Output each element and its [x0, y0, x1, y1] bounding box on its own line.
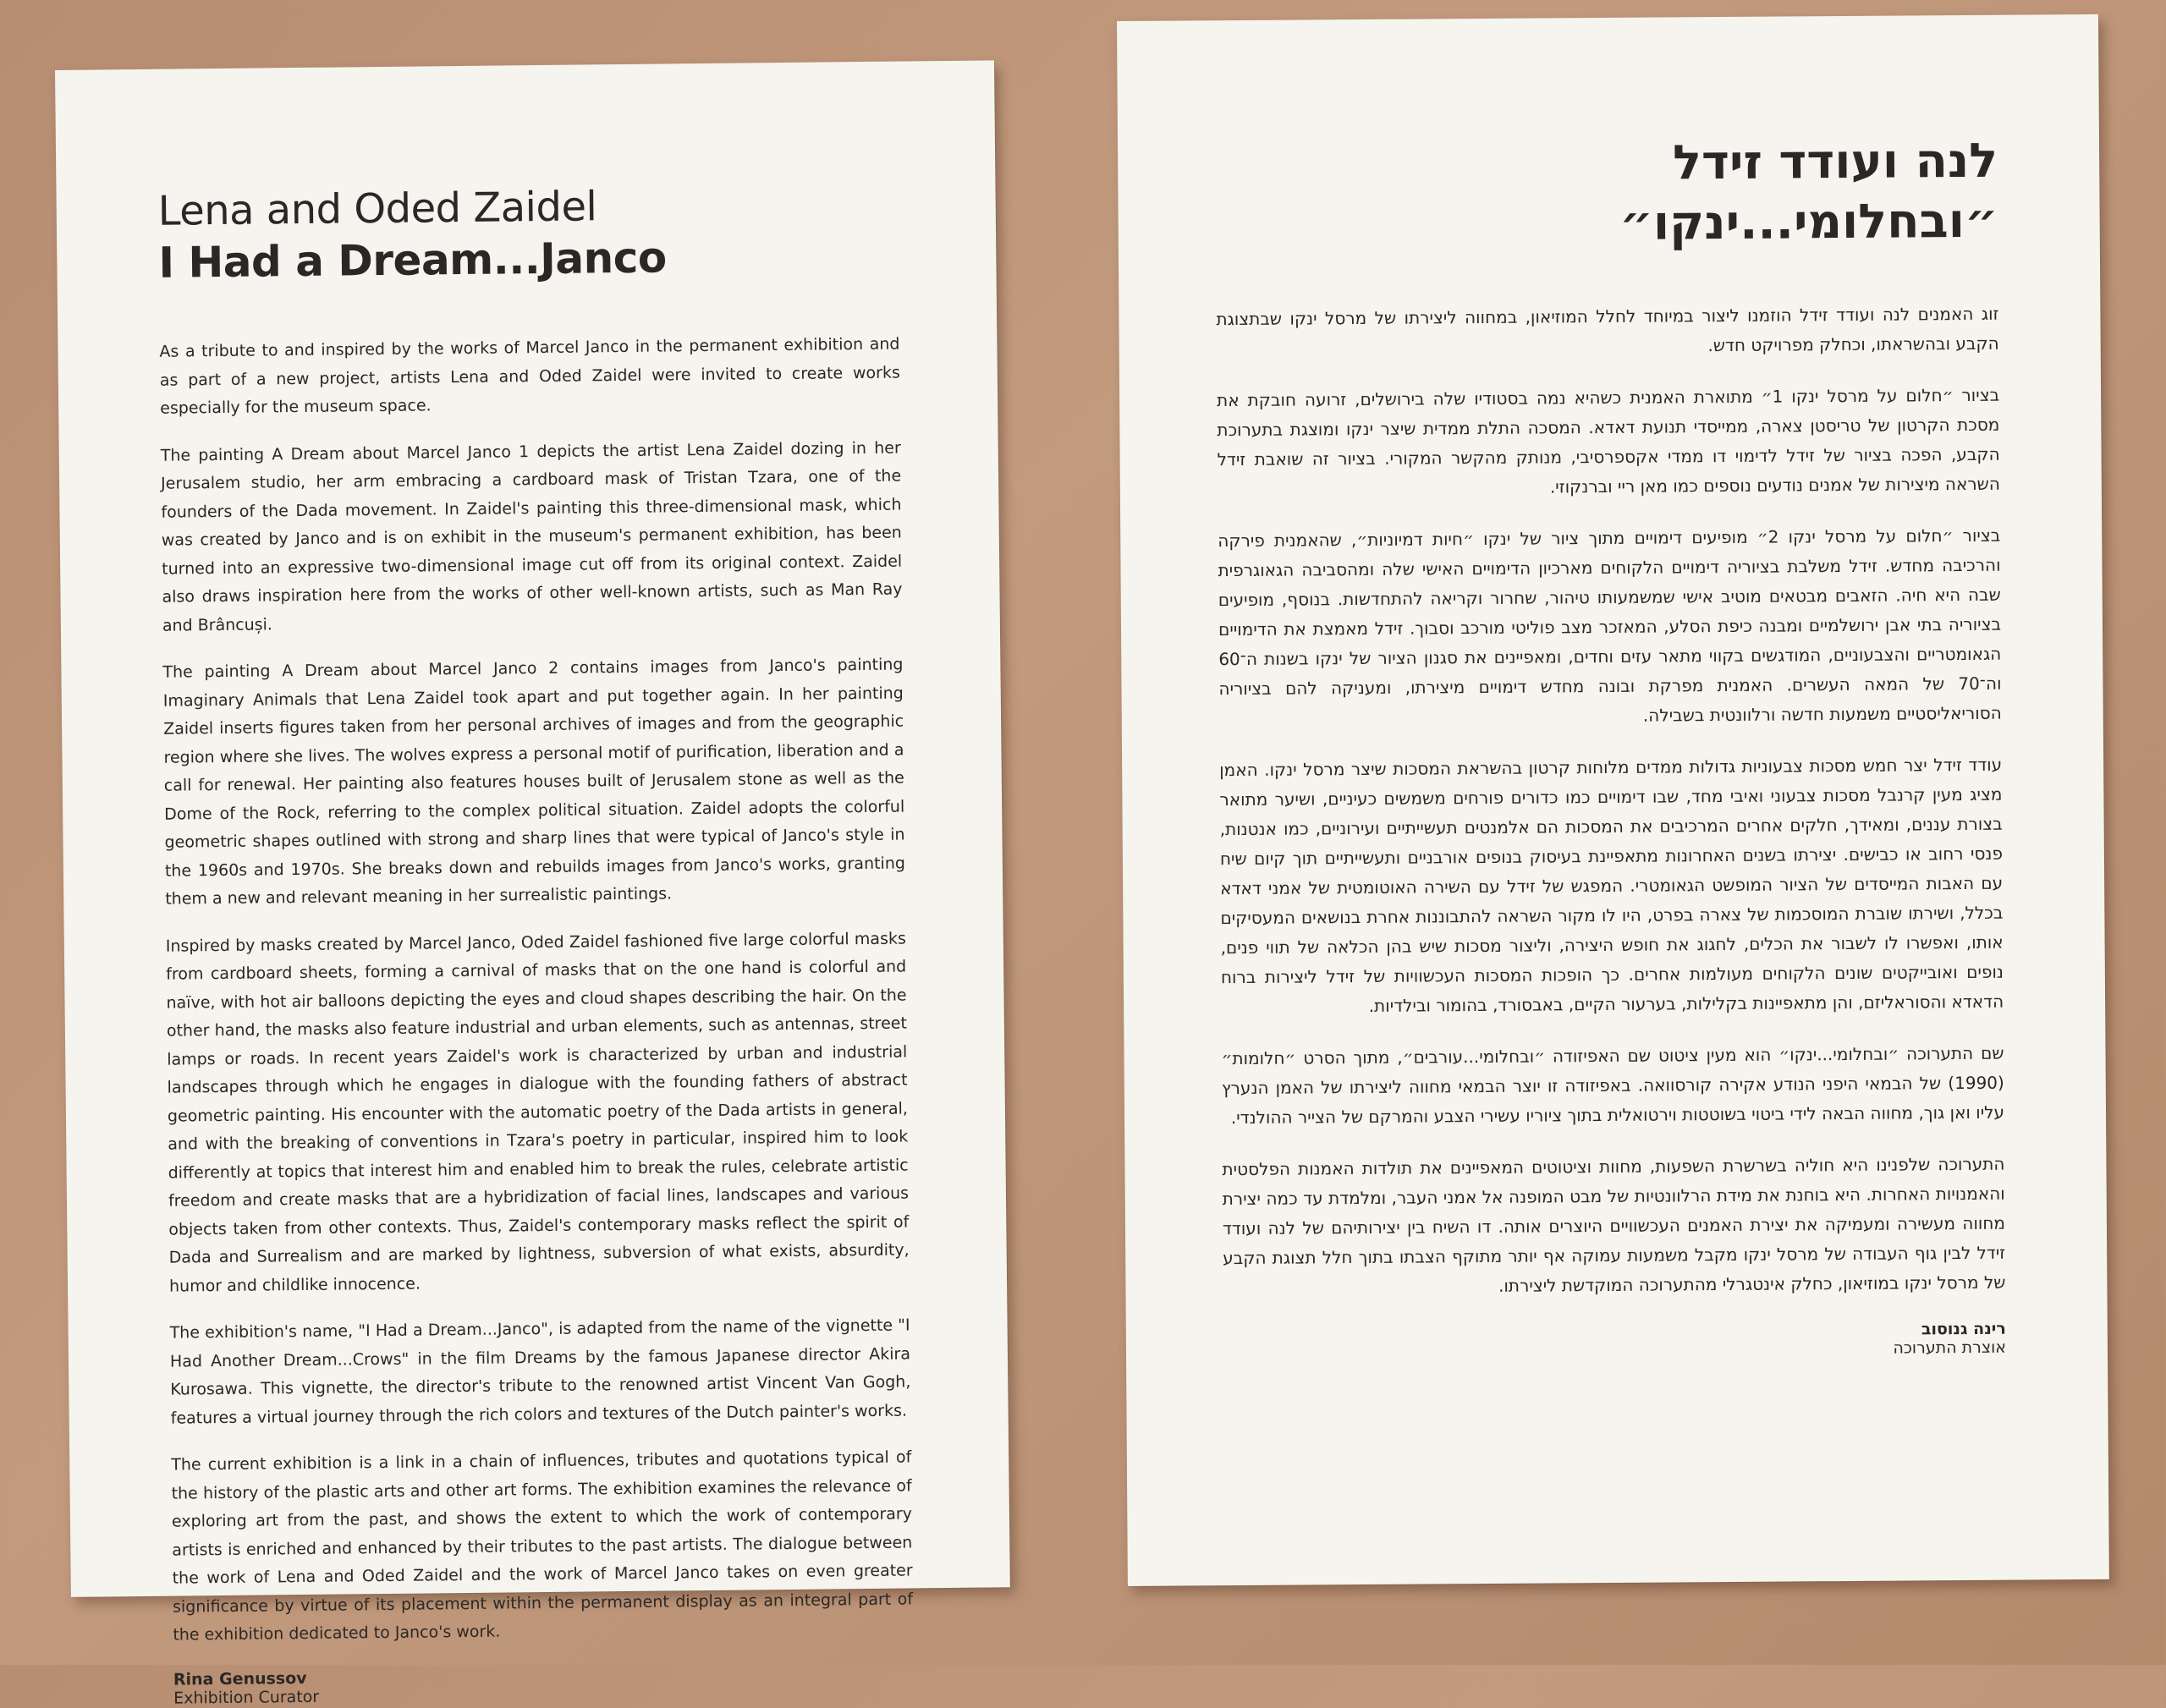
curator-name-hebrew: רינה גנוסוב — [1921, 1319, 2006, 1339]
paragraph-dream-1: The painting A Dream about Marcel Janco 1 depicts the artist Lena Zaidel dozing in her Jerusalem studio, her arm embracing a cardboard mask of Tristan Tzara, one of the founders of the Dada movement. In Zaidel's painting this three-dimensional mask, which was created by Janco and is on exhibit in the museum's permanent exhibition, has been turned into an expressive two-dimensional image cut off from its original context. Zaidel also draws inspiration here from the works of other well-known artists, such as Man Ray and Brâncuși. — [160, 438, 903, 635]
paragraph-dream-2: The painting A Dream about Marcel Janco 2 contains images from Janco's painting Imaginary Animals that Lena Zaidel took apart and put together again. In her painting Zaidel inserts figures taken from her personal archives of images and from the geographic region where she lives. The wolves express a personal motif of purification, liberation and a call for renewal. Her painting also features houses built of Jerusalem stone as well as the Dome of the Rock, referring to the complex political situation. Zaidel adopts the colorful geometric shapes outlined with strong and sharp lines that were typical of Janco's style in the 1960s and 1970s. She breaks down and rebuilds images from Janco's works, granting them a new and relevant meaning in her surrealistic paintings. — [162, 655, 905, 909]
paragraph-intro: As a tribute to and inspired by the works of Marcel Janco in the permanent exhibition and as part of a new project, artists Lena and Oded Zaidel were invited to create works especially for the museum space. — [159, 334, 900, 418]
exhibition-title: I Had a Dream...Janco — [158, 233, 667, 288]
paragraph-exhibition-name-hebrew: שם התערוכה ״ובחלומי...ינקו״ הוא מעין ציטוט שם האפיזודה ״ובחלומי...עורבים״, מתוך הסרט ״חלומות״ (1990) של הבמאי היפני הנודע אקירה קורסוואה. באפיזודה זו יוצר הבמאי מחווה ליצירתו של האמן הנערץ עליו ואן גוך, מחווה הבאה לידי ביטוי בשוטטות וירטואלית בתוך ציוריו עשירי הצבע והמרקם של הצייר ההולנדי. — [1221, 1042, 2005, 1129]
paragraph-masks: Inspired by masks created by Marcel Janco, Oded Zaidel fashioned five large colorful masks from cardboard sheets, forming a carnival of masks that on the one hand is colorful and naïve, with hot air balloons depicting the eyes and cloud shapes describing the hair. On the other hand, the masks also feature industrial and urban elements, such as antennas, street lamps or roads. In recent years Zaidel's work is characterized by urban and industrial landscapes through which he engages in dialogue with the founding fathers of abstract geometric painting. His encounter with the automatic poetry of the Dada artists in general, and with the breaking of conventions in Tzara's poetry in particular, inspired him to look differently at topics that interest him and enabled him to break the rules, celebrate artistic freedom and create masks that are a hybridization of facial lines, landscapes and various objects taken from other contexts. Thus, Zaidel's contemporary masks reflect the spirit of Dada and Surrealism and are marked by lightness, subversion of what exists, absurdity, humor and childlike innocence. — [165, 929, 910, 1296]
artist-names: Lena and Oded Zaidel — [157, 183, 597, 235]
english-wall-text-panel — [55, 60, 1010, 1708]
curator-name: Rina Genussov — [173, 1668, 307, 1689]
curator-role: Exhibition Curator — [173, 1687, 320, 1708]
paragraph-current-exhibition: The current exhibition is a link in a chain of influences, tributes and quotations typical of the history of the plastic arts and other art forms. The exhibition examines the relevance of exploring art from the past, and shows the extent to which the work of contemporary artists is enriched and enhanced by their tributes to the past artists. The dialogue between the work of Lena and Oded Zaidel and the work of Marcel Janco takes on even greater significance by virtue of its placement within the permanent display as an integral part of the exhibition dedicated to Janco's work. — [171, 1447, 914, 1645]
paragraph-masks-hebrew: עודד זידל יצר חמש מסכות צבעוניות גדולות ממדים מלוחות קרטון בהשראת המסכות שיצר מרסל ינקו. האמן מציג מעין קרנבל מסכות צבעוני ואיבי מחד, שבו דימויים כמו כדורים פורחים משמשים כעיניים, ושיער מתואר בצורת עננים, ומאידך, חלקים אחרים המרכיבים את המסכות הם אלמנטים תעשייתיים ועירוניים, כמו אנטנות, פנסי רחוב או כבישים. יצירתו בשנים האחרונות מתאפיינת בעיסוק בנופים אורבניים ותעשייתיים תוך קיום שיח עם האבות המייסדים של הציור המופשט הגאומטרי. המפגש של זידל עם השירה האוטומטית של אמני דאדא בכלל, ושירתו שוברת המוסכמות של צארה בפרט, היו לו מקור השראה להתבוננות אחרת בנושאים המעסיקים אותו, ואפשרו לו לשבור את הכלים, לחגוג את חופש היצירה, וליצור מסכות שיש בהן הכלאה של תווי פנים, נופים ואובייקטים שונים הלקוחים מעולמות אחרים. כך הופכות המסכות העכשוויות של זידל ליצירות ברוח הדאדא והסוראליזם, והן מתאפיינות בקלילות, בערעור הקיים, באבסורד, בהומור ובילדיות. — [1219, 754, 2004, 1016]
exhibition-title-hebrew: ״ובחלומי...ינקו״ — [1619, 193, 1998, 251]
artist-names-hebrew: לנה ועודד זידל — [1672, 133, 1998, 191]
paragraph-exhibition-name: The exhibition's name, "I Had a Dream...Janco", is adapted from the name of the vignette "I Had Another Dream...Crows" in the film Dreams by the famous Japanese director Akira Kurosawa. This vignette, the director's tribute to the renowned artist Vincent Van Gogh, features a virtual journey through the rich colors and textures of the Dutch painter's works. — [169, 1315, 911, 1428]
curator-role-hebrew: אוצרת התערוכה — [1893, 1337, 2007, 1358]
paragraph-current-exhibition-hebrew: התערוכה שלפנינו היא חוליה בשרשרת השפעות, מחוות וציטוטים המאפיינים את תולדות האמנות הפלסטית והאמנויות האחרות. היא בוחנת את מידת הרלוונטיות של מבט המופנה אל אמני העבר, ומלמדת עד כמה יצירת מחווה מעשירה ומעמיקה את יצירת האמנים העכשוויים היוצרים אותה. דו השיח בין יצירותיהם של לנה ועודד זידל לבין גוף העבודה של מרסל ינקו מקבל משמעות עמוקה אף יותר מתוקף הצבתו בתוך חלל תצוגת הקבע של מרסל ינקו במוזיאון, כחלק אינטגרלי מהתערוכה המוקדשת ליצירתו. — [1222, 1153, 2006, 1296]
paragraph-dream-2-hebrew: בציור ״חלום על מרסל ינקו 2״ מופיעים דימויים מתוך ציור של ינקו ״חיות דמיוניות״, שהאמנית פירקה והרכיבה מחדש. זידל משלבת בציוריה דימויים הלקוחים מארכיון הדימויים האישי שלה ומהסביבה הגאוגרפית שבה היא חיה. הזאבים מבטאים מוטיב אישי שמשמעותו טיהור, שחרור וקריאה להתחדשות. בנוסף, מופיעים בציוריה בתי אבן ירושלמיים ומבנה כיפת הסלע, המאזכר מצב פוליטי מורכב וסבוך. זידל מאמצת את הדימויים הגאומטריים והצבעוניים, המודגשים בקווי מתאר עזים וחדים, ומאפיינים את סגנון הציור של ינקו בשנות ה־60 וה־70 של המאה העשרים. האמנית מפרקת ובונה מחדש דימויים מיצירתו, ומעניקה להם בציוריה הסוריאליסטיים משמעות חדשה ורלוונטית בשבילה. — [1218, 524, 2002, 726]
hebrew-wall-text-panel — [1117, 14, 2109, 1586]
paragraph-intro-hebrew: זוג האמנים לנה ועודד זידל הוזמנו ליצור במיוחד לחלל המוזיאון, במחווה ליצירתו של מרסל ינקו שבתצוגת הקבע ובהשראתו, וכחלק מפרויקט חדש. — [1216, 303, 1999, 356]
paragraph-dream-1-hebrew: בציור ״חלום על מרסל ינקו 1״ מתוארת האמנית כשהיא נמה בסטודיו שלה בירושלים, זרועה חובקת את מסכת הקרטון של טריסטן צארה, ממייסדי תנועת דאדא. המסכה התלת ממדית שיצר ינקו ומוצגת בתערוכת הקבע, הפכה בציור של זידל לדימוי דו ממדי אקספרסיבי, מנותק מהקשר המקורי. בציור זה שואבת זידל השראה מיצירות של אמנים נודעים נוספים כמו מאן ריי וברנקוזי. — [1217, 384, 2000, 497]
